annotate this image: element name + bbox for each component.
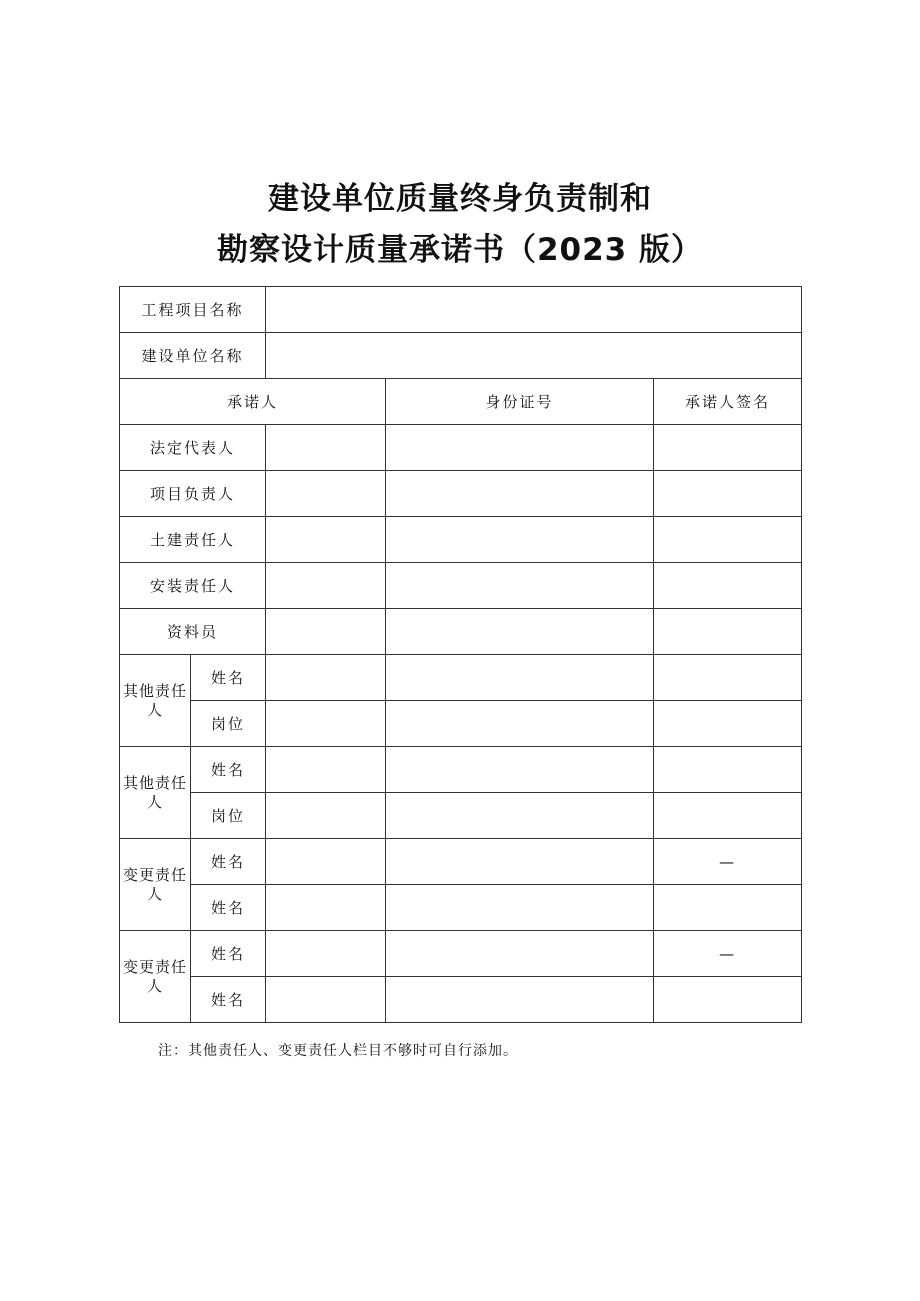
id-number-field[interactable]: [386, 655, 654, 701]
group-row: [120, 931, 802, 977]
role-row: [120, 425, 802, 471]
signature-field[interactable]: [654, 609, 802, 655]
owner-unit-field[interactable]: [266, 333, 802, 379]
sub-label: 岗位: [191, 793, 266, 839]
role-row: [120, 609, 802, 655]
id-number-field[interactable]: [386, 609, 654, 655]
id-number-field[interactable]: [386, 563, 654, 609]
id-number-field[interactable]: [386, 425, 654, 471]
group-label: 其他责任人: [120, 747, 191, 839]
project-name-row: [120, 287, 802, 333]
group-label: 其他责任人: [120, 655, 191, 747]
role-row: [120, 471, 802, 517]
signature-field[interactable]: [654, 747, 802, 793]
role-label: 资料员: [120, 609, 266, 655]
group-label: 变更责任人: [120, 839, 191, 931]
id-number-field[interactable]: [386, 517, 654, 563]
value-field[interactable]: [266, 793, 386, 839]
value-field[interactable]: [266, 931, 386, 977]
name-field[interactable]: [266, 563, 386, 609]
sub-label: 姓名: [191, 747, 266, 793]
header-id-number: 身份证号: [386, 379, 654, 425]
signature-field[interactable]: [654, 885, 802, 931]
id-number-field[interactable]: [386, 977, 654, 1023]
name-field[interactable]: [266, 609, 386, 655]
sub-label: 姓名: [191, 839, 266, 885]
sub-label: 姓名: [191, 655, 266, 701]
id-number-field[interactable]: [386, 885, 654, 931]
role-row: [120, 563, 802, 609]
header-promisor: 承诺人: [120, 379, 386, 425]
group-label: 变更责任人: [120, 931, 191, 1023]
group-row: [120, 747, 802, 793]
sub-label: 岗位: [191, 701, 266, 747]
id-number-field[interactable]: [386, 701, 654, 747]
role-label: 法定代表人: [120, 425, 266, 471]
id-number-field[interactable]: [386, 793, 654, 839]
document-title-line2: 勘察设计质量承诺书（2023 版）: [216, 232, 704, 268]
group-row: [120, 977, 802, 1023]
name-field[interactable]: [266, 471, 386, 517]
role-label: 安装责任人: [120, 563, 266, 609]
document-title-line1: 建设单位质量终身负责制和: [268, 181, 652, 217]
id-number-field[interactable]: [386, 839, 654, 885]
name-field[interactable]: [266, 517, 386, 563]
signature-field[interactable]: [654, 471, 802, 517]
value-field[interactable]: [266, 977, 386, 1023]
value-field[interactable]: [266, 701, 386, 747]
header-signature: 承诺人签名: [654, 379, 802, 425]
id-number-field[interactable]: [386, 931, 654, 977]
role-row: [120, 517, 802, 563]
role-label: 项目负责人: [120, 471, 266, 517]
id-number-field[interactable]: [386, 471, 654, 517]
value-field[interactable]: [266, 885, 386, 931]
footnote: 注：其他责任人、变更责任人栏目不够时可自行添加。: [158, 1043, 518, 1059]
signature-field[interactable]: [654, 425, 802, 471]
header-row: [120, 379, 802, 425]
owner-unit-label: 建设单位名称: [120, 333, 266, 379]
role-label: 土建责任人: [120, 517, 266, 563]
name-field[interactable]: [266, 425, 386, 471]
sub-label: 姓名: [191, 931, 266, 977]
sub-label: 姓名: [191, 977, 266, 1023]
signature-field[interactable]: [654, 793, 802, 839]
signature-field[interactable]: [654, 655, 802, 701]
signature-field[interactable]: [654, 563, 802, 609]
group-row: [120, 655, 802, 701]
project-name-field[interactable]: [266, 287, 802, 333]
value-field[interactable]: [266, 839, 386, 885]
sub-label: 姓名: [191, 885, 266, 931]
group-row: [120, 885, 802, 931]
signature-field[interactable]: [654, 517, 802, 563]
owner-unit-row: [120, 333, 802, 379]
commitment-form-table: [119, 286, 802, 1023]
project-name-label: 工程项目名称: [120, 287, 266, 333]
signature-field[interactable]: [654, 701, 802, 747]
value-field[interactable]: [266, 655, 386, 701]
signature-field[interactable]: [654, 977, 802, 1023]
value-field[interactable]: [266, 747, 386, 793]
signature-field[interactable]: —: [654, 839, 802, 885]
group-row: [120, 701, 802, 747]
group-row: [120, 839, 802, 885]
id-number-field[interactable]: [386, 747, 654, 793]
group-row: [120, 793, 802, 839]
signature-field[interactable]: —: [654, 931, 802, 977]
